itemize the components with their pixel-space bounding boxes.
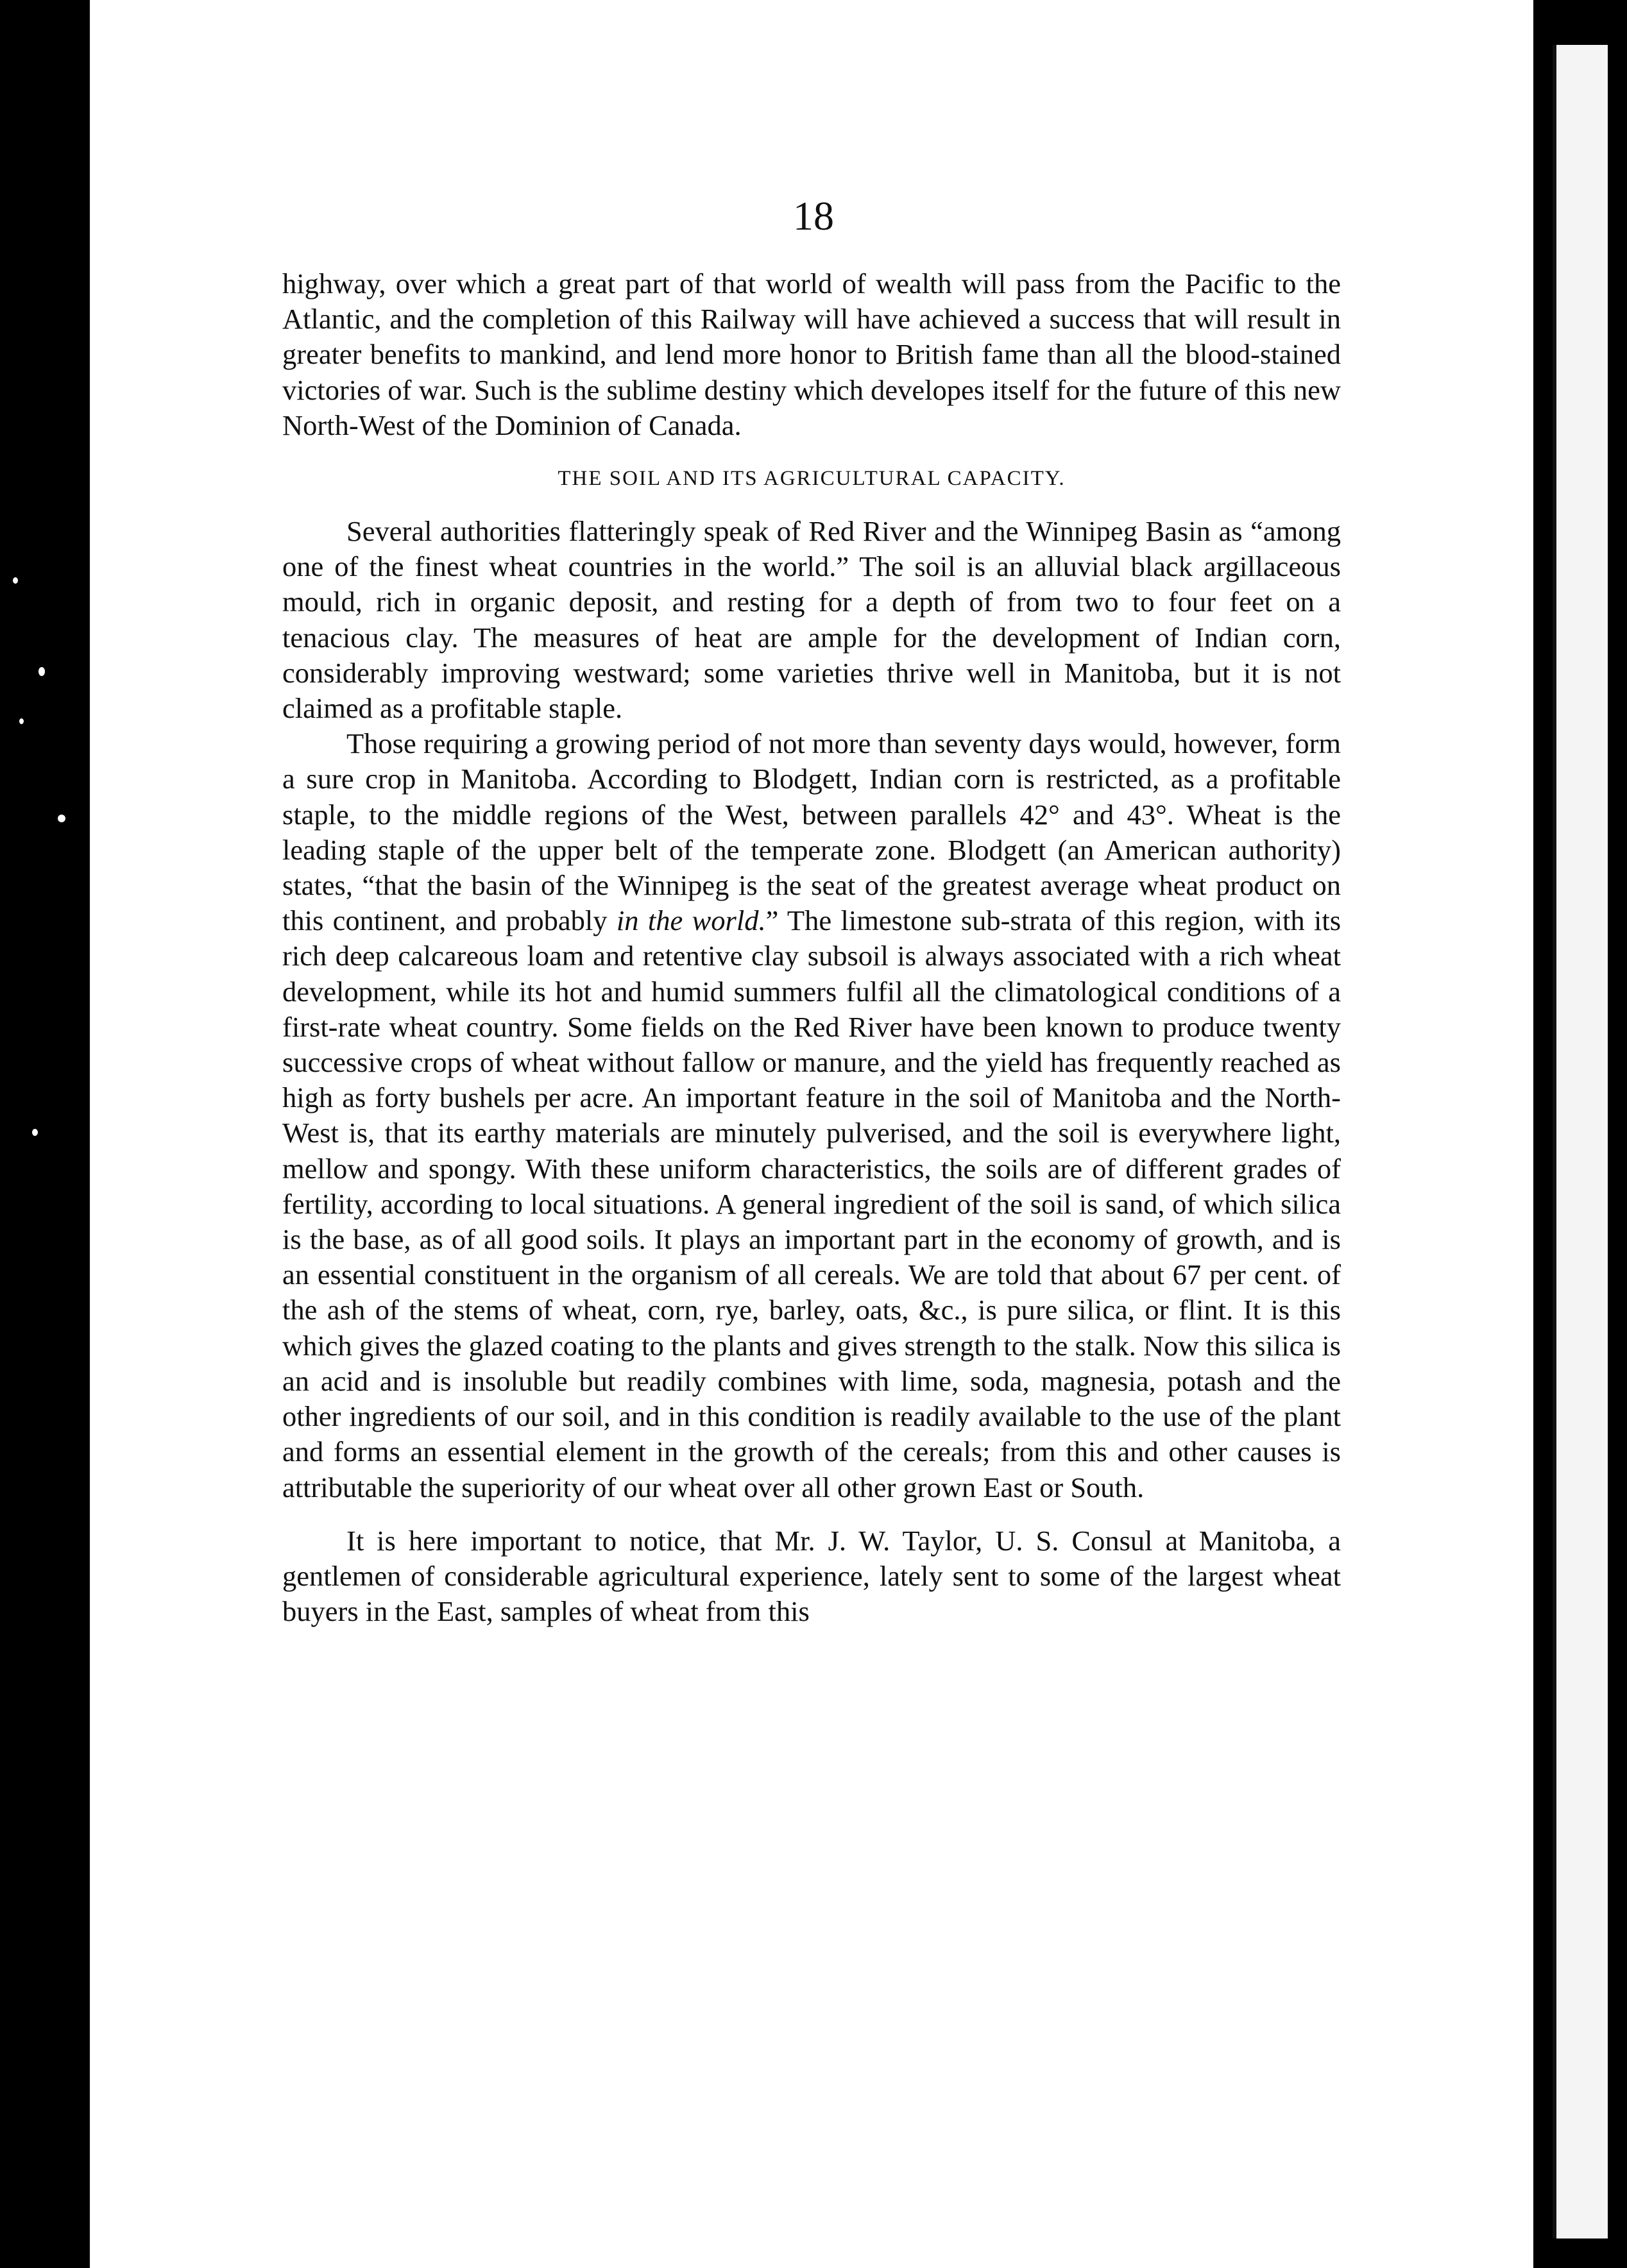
scan-speck [13, 577, 18, 584]
scan-speck [19, 718, 24, 724]
scan-speck [32, 1129, 38, 1136]
paragraph-text: ” The limestone sub-strata of this region, with its rich deep calcareous loam and retentive clay subsoil is always associated with a rich wheat development, while its hot and humid summers fulfil all the climatological conditions of a first-rate wheat country. Some fields on the Red River have been known to produce twenty successive crops of wheat without fallow or manure, and the yield has frequently reached as high as forty bushels per acre. An important feature in the soil of Manitoba and the North-West is, that its earthy materials are minutely pulverised, and the soil is everywhere light, mellow and spongy. With these uniform characteristics, the soils are of different grades of fertility, according to local situations. A general ingredient of the soil is sand, of which silica is the base, as of all good soils. It plays an important part in the economy of growth, and is an essential constituent in the organism of all cereals. We are told that about 67 per cent. of the ash of the stems of wheat, corn, rye, barley, oats, &c., is pure silica, or flint. It is this which gives the glazed coating to the plants and gives strength to the stalk. Now this silica is an acid and is insoluble but readily combines with lime, soda, magnesia, potash and the other ingredients of our soil, and in this condition is readily available to the use of the plant and forms an essential element in the growth of the cereals; from this and other causes is attributable the superiority of our wheat over all other grown East or South. [282, 904, 1342, 1503]
section-heading: THE SOIL AND ITS AGRICULTURAL CAPACITY. [558, 467, 1066, 491]
page-number: 18 [793, 193, 834, 239]
scan-speck [38, 667, 45, 676]
next-page-edge [1553, 45, 1608, 2238]
paragraph: It is here important to notice, that Mr. J. W. Taylor, U. S. Consul at Manitoba, a gentlemen of considerable agricultural experience, lately sent to some of the largest wheat buyers in the East, samples of wheat from this [282, 1524, 1341, 1628]
scan-speck [58, 815, 65, 822]
paragraph: Several authorities flatteringly speak of Red River and the Winnipeg Basin as “among one of the finest wheat countries in the world.” The soil is an alluvial black argillaceous mould, rich in organic deposit, and resting for a depth of from two to four feet on a tenacious clay. The measures of heat are ample for the development of Indian corn, considerably improving westward; some varieties thrive well in Manitoba, but it is not claimed as a profitable staple. [282, 515, 1341, 725]
paragraph-continuation: highway, over which a great part of that world of wealth will pass from the Pacific to the Atlantic, and the completion of this Railway will have achieved a success that will result in greater benefits to mankind, and lend more honor to British fame than all the blood-stained victories of war. Such is the sublime destiny which developes itself for the future of this new North-West of the Dominion of Canada. [282, 267, 1341, 441]
body-text [282, 266, 1341, 1629]
paragraph [282, 726, 1341, 1505]
emphasis-text: in the world. [616, 904, 766, 937]
paragraph-text: Those requiring a growing period of not more than seventy days would, however, form a sure crop in Manitoba. According to Blodgett, Indian corn is restricted, as a profitable staple, to the middle regions of the West, between parallels 42° and 43°. Wheat is the leading staple of the upper belt of the temperate zone. Blodgett (an American authority) states, “that the basin of the Winnipeg is the seat of the greatest average wheat product on this continent, and probably [282, 727, 1341, 937]
